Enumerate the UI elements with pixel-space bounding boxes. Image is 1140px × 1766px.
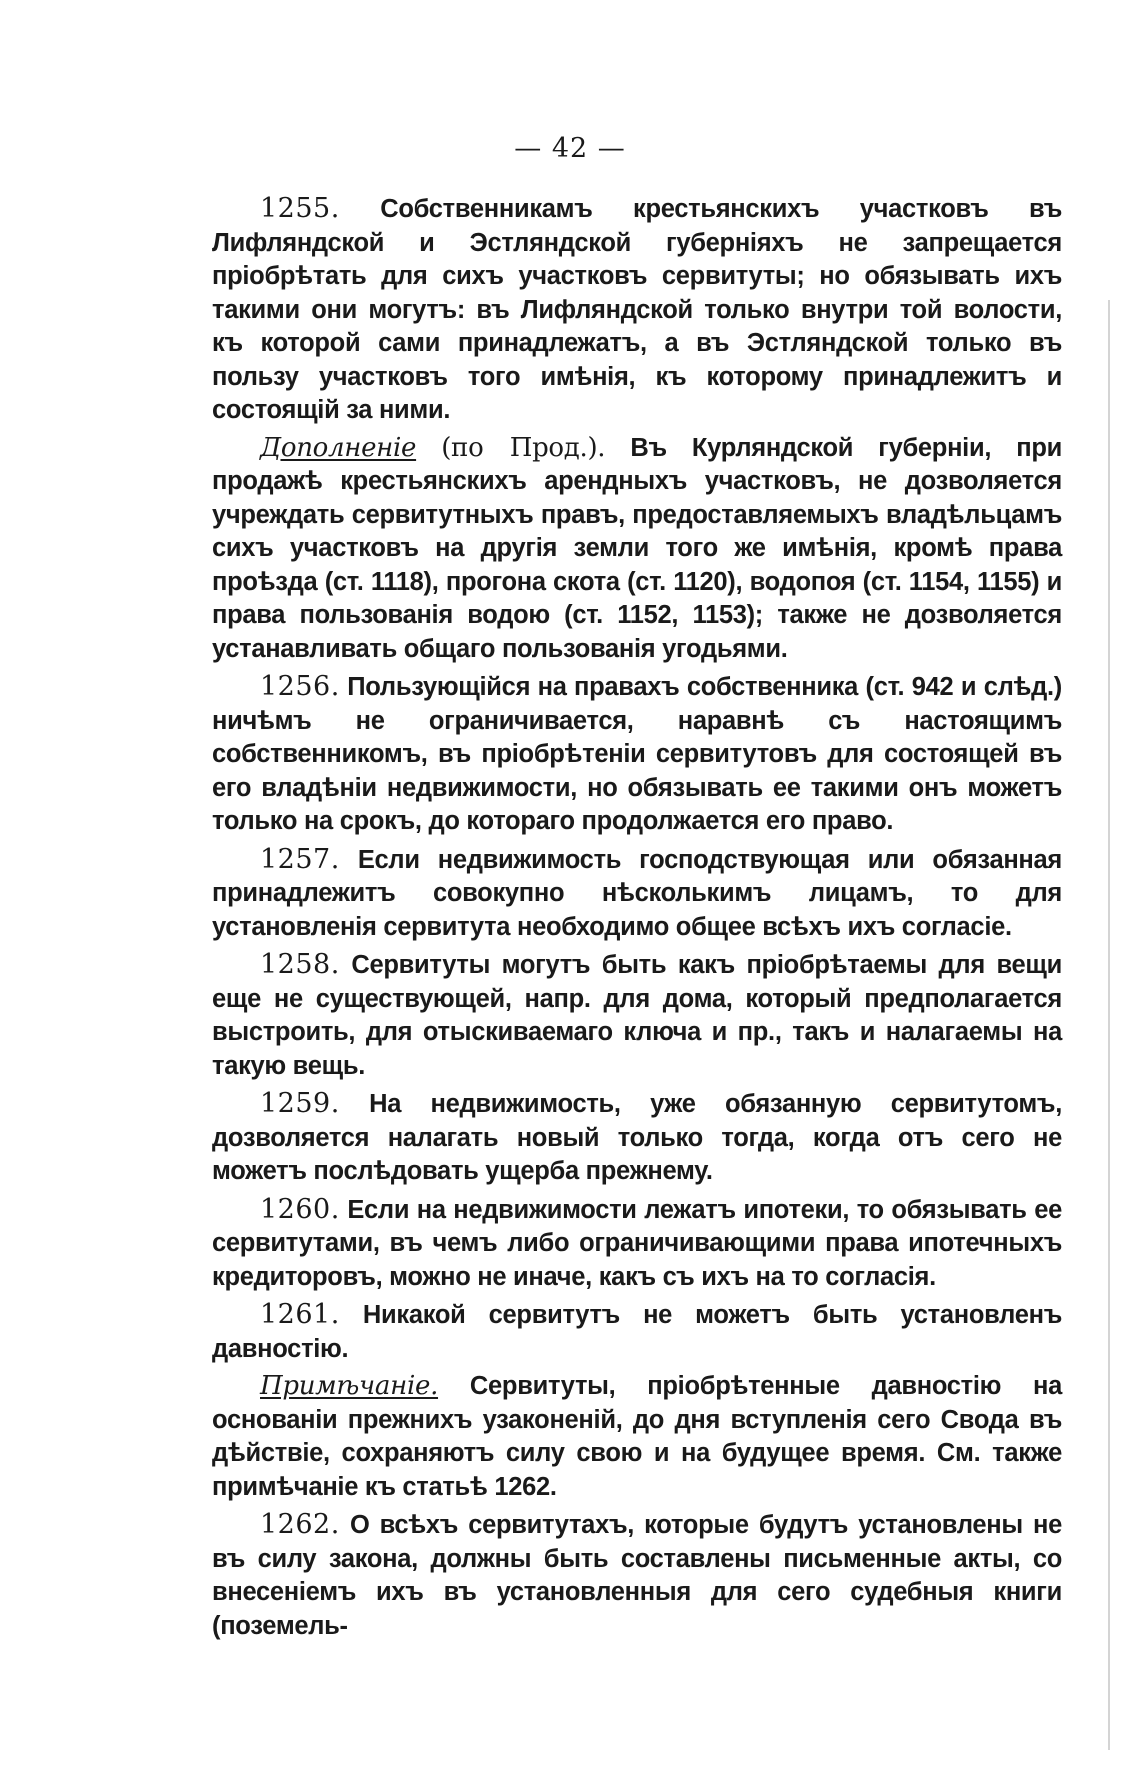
article-1256 <box>212 670 1062 839</box>
article-text <box>212 192 1062 1647</box>
page-edge-shadow <box>1108 300 1110 1750</box>
article-body: О всѣхъ сервитутахъ, которые будутъ установлены не въ силу закона, должны быть составлены письменные акты, со внесеніемъ ихъ въ установленныя для сего судебныя книги (поземель- <box>212 1511 1062 1640</box>
article-1257 <box>212 843 1062 945</box>
article-body: На недвижимость, уже обязанную сервитутомъ, дозволяется налагать новый только тогда, когда отъ сего не можетъ послѣдовать ущерба прежнему. <box>212 1090 1062 1185</box>
article-number: 1260. <box>260 1193 340 1225</box>
article-number: 1259. <box>260 1088 340 1119</box>
article-body: Сервитуты могутъ быть какъ пріобрѣтаемы для вещи еще не существующей, напр. для дома, который предполагается выстроить, для отыскиваемаго ключа и пр., такъ и налагаемы на такую вещь. <box>212 951 1062 1080</box>
addendum-paragraph <box>212 432 1062 667</box>
article-1262 <box>212 1508 1062 1643</box>
article-number: 1262. <box>260 1509 340 1540</box>
article-number: 1257. <box>260 843 340 875</box>
article-body: Никакой сервитутъ не можетъ быть установленъ давностію. <box>212 1301 1062 1363</box>
article-1260 <box>212 1193 1062 1295</box>
article-number: 1255. <box>260 193 340 224</box>
addendum-source: (по Прод.). <box>441 432 606 463</box>
article-body: Пользующійся на правахъ собственника (ст. 942 и слѣд.) ничѣмъ не ограничивается, наравнѣ съ настоящимъ собственникомъ, въ пріобрѣтеніи сервитутовъ для состоящей въ его владѣніи недвижимости, но обязывать ее такими онъ можетъ только на срокъ, до котораго продолжается его право. <box>212 673 1062 835</box>
addendum-body: Въ Курляндской губерніи, при продажѣ крестьянскихъ арендныхъ участковъ, не дозволяется учреждать сервитутныхъ правъ, предоставляемыхъ владѣльцамъ сихъ участковъ на другія земли того же имѣнія, кромѣ права проѣзда (ст. 1118), прогона скота (ст. 1120), водопоя (ст. 1154, 1155) и права пользованія водою (ст. 1152, 1153); также не дозволяется устанавливать общаго пользованія угодьями. <box>212 433 1062 663</box>
addendum-label: Дополненіе <box>260 432 417 463</box>
article-1258 <box>212 948 1062 1083</box>
note-paragraph <box>212 1370 1062 1504</box>
note-label: Примѣчаніе. <box>260 1371 439 1401</box>
article-number: 1258. <box>260 949 340 980</box>
article-number: 1256. <box>260 671 340 702</box>
article-body: Собственникамъ крестьянскихъ участковъ въ Лифляндской и Эстляндской губерніяхъ не запрещается пріобрѣтать для сихъ участковъ сервитуты; но обязывать ихъ такими они могутъ: въ Лифляндской только внутри той волости, къ которой сами принадлежатъ, а въ Эстляндской только въ пользу участковъ того имѣнія, къ которому принадлежитъ и состоящій за ними. <box>212 195 1062 424</box>
article-1259 <box>212 1087 1062 1189</box>
note-body: Сервитуты, пріобрѣтенные давностію на основаніи прежнихъ узаконеній, до дня вступленія сего Свода въ дѣйствіе, сохраняютъ силу свою и на будущее время. См. также примѣчаніе къ статьѣ 1262. <box>212 1372 1062 1501</box>
article-number: 1261. <box>260 1299 340 1330</box>
article-1255 <box>212 192 1062 428</box>
article-1261 <box>212 1298 1062 1366</box>
page-number: — 42 — <box>514 133 626 164</box>
article-body: Если недвижимость господствующая или обязанная принадлежитъ совокупно нѣсколькимъ лицамъ, то для установленія сервитута необходимо общее всѣхъ ихъ согласіе. <box>212 845 1062 941</box>
article-body: Если на недвижимости лежатъ ипотеки, то обязывать ее сервитутами, въ чемъ либо ограничивающими права ипотечныхъ кредиторовъ, можно не иначе, какъ съ ихъ на то согласія. <box>212 1195 1062 1291</box>
